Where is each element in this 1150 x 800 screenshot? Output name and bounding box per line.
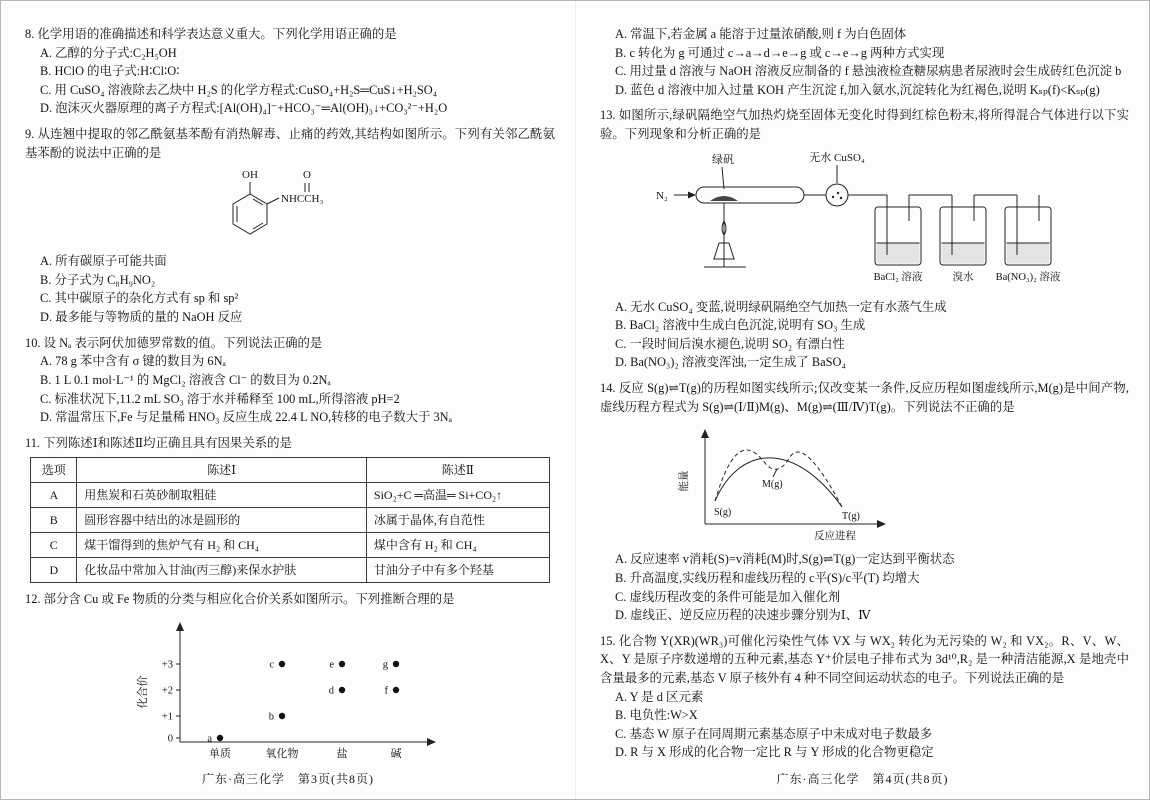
table-cell: 圆形容器中结出的冰是圆形的: [77, 508, 367, 533]
apparatus-figure: [600, 147, 1129, 295]
scatter-x-category: 氧化物: [265, 747, 299, 760]
questions-column-right: [600, 25, 1129, 762]
anhydrous-cuso4-label: 无水 CuSO₄: [808, 151, 865, 164]
table-cell: SiO₂+C ═高温═ Si+CO₂↑: [366, 483, 549, 508]
apparatus-diagram: [650, 147, 1080, 295]
answer-option: C. 标准状况下,11.2 mL SO₃ 溶于水并稀释至 100 mL,所得溶液 pH=2: [40, 391, 400, 406]
answer-option: C. 其中碳原子的杂化方式有 sp 和 sp²: [40, 291, 239, 306]
energy-figure: [600, 419, 1129, 547]
bottle-liquid: [876, 243, 919, 264]
answer-option: D. R 与 X 形成的化合物一定比 R 与 Y 形成的化合物更稳定: [615, 745, 934, 760]
question-stem: 10. 设 Nₐ 表示阿伏加德罗常数的值。下列说法正确的是: [25, 335, 323, 350]
question-stem: 13. 如图所示,绿矾隔绝空气加热灼烧至固体无变化时得到红棕色粉末,将所得混合气体进行以下实验。下列现象和分析正确的是: [600, 108, 1129, 142]
carbonyl-oxygen-label: O: [303, 169, 311, 182]
nitrogen-label: N₂: [655, 189, 668, 202]
answer-option: C. 一段时间后溴水褪色,说明 SO₂ 有漂白性: [615, 336, 845, 351]
question-stem: 11. 下列陈述Ⅰ和陈述Ⅱ均正确且具有因果关系的是: [25, 435, 292, 450]
answer-option: C. 基态 W 原子在同周期元素基态原子中未成对电子数最多: [615, 726, 933, 741]
scatter-x-category: 碱: [390, 747, 402, 760]
valence-scatter-figure: [25, 612, 555, 764]
scatter-y-tick: +1: [161, 711, 173, 723]
scatter-point-label: d: [328, 685, 334, 697]
valence-scatter-plot: [130, 612, 450, 764]
table-row: [31, 508, 549, 533]
question-10: [25, 334, 555, 427]
table-row: [31, 558, 549, 583]
table-cell: 化妆品中常加入甘油(丙三醇)来保水护肤: [77, 558, 367, 583]
table-cell: 冰属于晶体,有自范性: [366, 508, 549, 533]
scatter-y-tick: 0: [167, 733, 173, 745]
table-header-cell: 陈述Ⅱ: [366, 458, 549, 483]
bottle-liquid: [941, 243, 984, 264]
statement-table-body: [31, 483, 549, 583]
answer-option: A. 78 g 苯中含有 σ 键的数目为 6Nₐ: [40, 354, 226, 369]
scatter-point: [339, 661, 345, 667]
answer-option: A. 乙醇的分子式:C₂H₅OH: [40, 45, 177, 60]
page-footer-left: 广东·高三化学 第3页(共8页): [202, 772, 374, 786]
statement-table: [30, 457, 549, 583]
table-cell: 煤干馏得到的焦炉气有 H₂ 和 CH₄: [77, 533, 367, 558]
species-s-label: S(g): [714, 507, 732, 519]
page-3: [1, 1, 575, 799]
question-13: [600, 106, 1129, 372]
scatter-y-axis-label: 化合价: [137, 675, 149, 709]
molecule-structure: [205, 165, 375, 249]
table-cell: A: [31, 483, 77, 508]
statement-table-head: [31, 458, 549, 483]
questions-column-left: [25, 25, 555, 764]
scatter-y-tick: +3: [161, 659, 173, 671]
scatter-point-label: f: [384, 685, 388, 697]
answer-option: B. 1 L 0.1 mol·L⁻¹ 的 MgCl₂ 溶液含 Cl⁻ 的数目为 0.2Nₐ: [40, 372, 331, 387]
bacl2-bottle-label: BaCl₂ 溶液: [873, 271, 922, 283]
question-stem: 9. 从连翘中提取的邻乙酰氨基苯酚有消热解毒、止痛的药效,其结构如图所示。下列有关邻乙酰氨基苯酚的说法中正确的是: [25, 127, 555, 160]
answer-option: A. 常温下,若金属 a 能溶于过量浓硝酸,则 f 为白色固体: [615, 27, 907, 41]
scatter-point: [217, 735, 223, 741]
question-15: [600, 632, 1129, 762]
answer-option: D. 泡沫灭火器原理的离子方程式:[Al(OH)₄]⁻+HCO₃⁻═Al(OH)₃↓+CO₃²⁻+H₂O: [40, 101, 448, 116]
answer-option: C. 用 CuSO₄ 溶液除去乙炔中 H₂S 的化学方程式:CuSO₄+H₂S═CuS↓+H₂SO₄: [40, 82, 438, 97]
solid-sample: [710, 196, 738, 201]
banO3-bottle-label: Ba(NO₃)₂ 溶液: [995, 271, 1060, 283]
answer-option: C. 用过量 d 溶液与 NaOH 溶液反应制备的 f 悬浊液检查糖尿病患者尿液时会生成砖红色沉淀 b: [615, 64, 1122, 79]
scatter-point-label: a: [207, 733, 212, 745]
question-12: [25, 590, 555, 764]
question-14: [600, 379, 1129, 625]
scatter-point: [279, 661, 285, 667]
question-12-options: [600, 25, 1129, 99]
energy-x-axis-label: 反应进程: [814, 531, 856, 543]
table-header-cell: 选项: [31, 458, 77, 483]
scatter-point: [393, 661, 399, 667]
table-cell: D: [31, 558, 77, 583]
answer-option: B. 电负性:W>X: [615, 708, 698, 723]
scatter-y-tick: +2: [161, 685, 173, 697]
scatter-point: [339, 687, 345, 693]
answer-option: A. Y 是 d 区元素: [615, 689, 704, 704]
table-cell: 用焦炭和石英砂制取粗硅: [77, 483, 367, 508]
scatter-x-category: 盐: [336, 747, 348, 760]
table-row: [31, 483, 549, 508]
table-header-cell: 陈述Ⅰ: [77, 458, 367, 483]
molecule-figure: [25, 165, 555, 249]
scatter-point: [279, 713, 285, 719]
answer-option: D. 最多能与等物质的量的 NaOH 反应: [40, 310, 243, 325]
question-stem: 15. 化合物 Y(XR)(WR₃)可催化污染性气体 VX 与 WX₂ 转化为无污染的 W₂ 和 VX₂。R、V、W、X、Y 是原子序数递增的五种元素,基态 Y⁺价层电子排布式为 3d¹⁰,R₂ 是一种清洁能源,X 是地壳中含量最多的元素,基态 V 原子核外有 4 种不同空间运动状态的电子。下列说法正确的是: [600, 633, 1129, 685]
scatter-point-label: g: [382, 659, 388, 671]
answer-option: D. 虚线正、逆反应历程的决速步骤分别为Ⅰ、Ⅳ: [615, 608, 871, 623]
bottle-liquid: [1006, 243, 1049, 264]
table-cell: B: [31, 508, 77, 533]
table-cell: 煤中含有 H₂ 和 CH₄: [366, 533, 549, 558]
table-header-row: [31, 458, 549, 483]
scatter-point-label: b: [268, 711, 274, 723]
page-footer-right: 广东·高三化学 第4页(共8页): [776, 772, 949, 786]
drying-bulb: [826, 184, 848, 206]
amide-chain-label: NHCCH₃: [281, 193, 324, 206]
answer-option: D. Ba(NO₃)₂ 溶液变浑浊,一定生成了 BaSO₄: [615, 355, 846, 370]
energy-diagram: [670, 419, 905, 547]
answer-option: C. 虚线历程改变的条件可能是加入催化剂: [615, 589, 841, 604]
answer-option: B. BaCl₂ 溶液中生成白色沉淀,说明有 SO₃ 生成: [615, 318, 866, 333]
scatter-point-label: c: [269, 659, 274, 671]
question-stem: 8. 化学用语的准确描述和科学表达意义重大。下列化学用语正确的是: [25, 27, 397, 41]
answer-option: A. 反应速率 v消耗(S)=v消耗(M)时,S(g)⇌T(g)一定达到平衡状态: [615, 552, 955, 567]
species-t-label: T(g): [842, 511, 860, 523]
energy-y-axis-label: 能量: [679, 470, 690, 492]
question-stem: 14. 反应 S(g)⇌T(g)的历程如图实线所示;仅改变某一条件,反应历程如图虚线所示,M(g)是中间产物,虚线历程方程式为 S(g)⇌(Ⅰ/Ⅱ)M(g)、M(g)⇌(Ⅲ/Ⅳ)T(g)。下列说法不正确的是: [600, 381, 1129, 414]
table-row: [31, 533, 549, 558]
table-cell: 甘油分子中有多个羟基: [366, 558, 549, 583]
scatter-x-category: 单质: [209, 747, 231, 760]
answer-option: B. c 转化为 g 可通过 c→a→d→e→g 或 c→e→g 两种方式实现: [615, 45, 945, 60]
answer-option: A. 所有碳原子可能共面: [40, 254, 167, 269]
hydroxyl-label: OH: [242, 169, 258, 182]
question-stem: 12. 部分含 Cu 或 Fe 物质的分类与相应化合价关系如图所示。下列推断合理的是: [25, 592, 455, 607]
answer-option: A. 无水 CuSO₄ 变蓝,说明绿矾隔绝空气加热一定有水蒸气生成: [615, 299, 947, 314]
answer-option: D. 蓝色 d 溶液中加入过量 KOH 产生沉淀 f,加入氨水,沉淀转化为红褐色,说明 Kₛₚ(f)<Kₛₚ(g): [615, 82, 1100, 97]
question-9: [25, 125, 555, 327]
page-4: [575, 1, 1149, 799]
question-8: [25, 25, 555, 118]
bromine-water-label: 溴水: [952, 271, 973, 283]
species-m-label: M(g): [762, 479, 783, 491]
answer-option: B. 升高温度,实线历程和虚线历程的 c平(S)/c平(T) 均增大: [615, 570, 920, 585]
scatter-point: [393, 687, 399, 693]
answer-option: D. 常温常压下,Fe 与足量稀 HNO₃ 反应生成 22.4 L NO,转移的电子数大于 3Nₐ: [40, 410, 452, 425]
answer-option: B. HClO 的电子式:H∶Cl∶O∶: [40, 64, 180, 79]
answer-option: B. 分子式为 C₈H₉NO₂: [40, 272, 156, 287]
question-11: [25, 434, 555, 584]
green-vitriol-label: 绿矾: [711, 153, 734, 166]
table-cell: C: [31, 533, 77, 558]
scatter-point-label: e: [329, 659, 334, 671]
